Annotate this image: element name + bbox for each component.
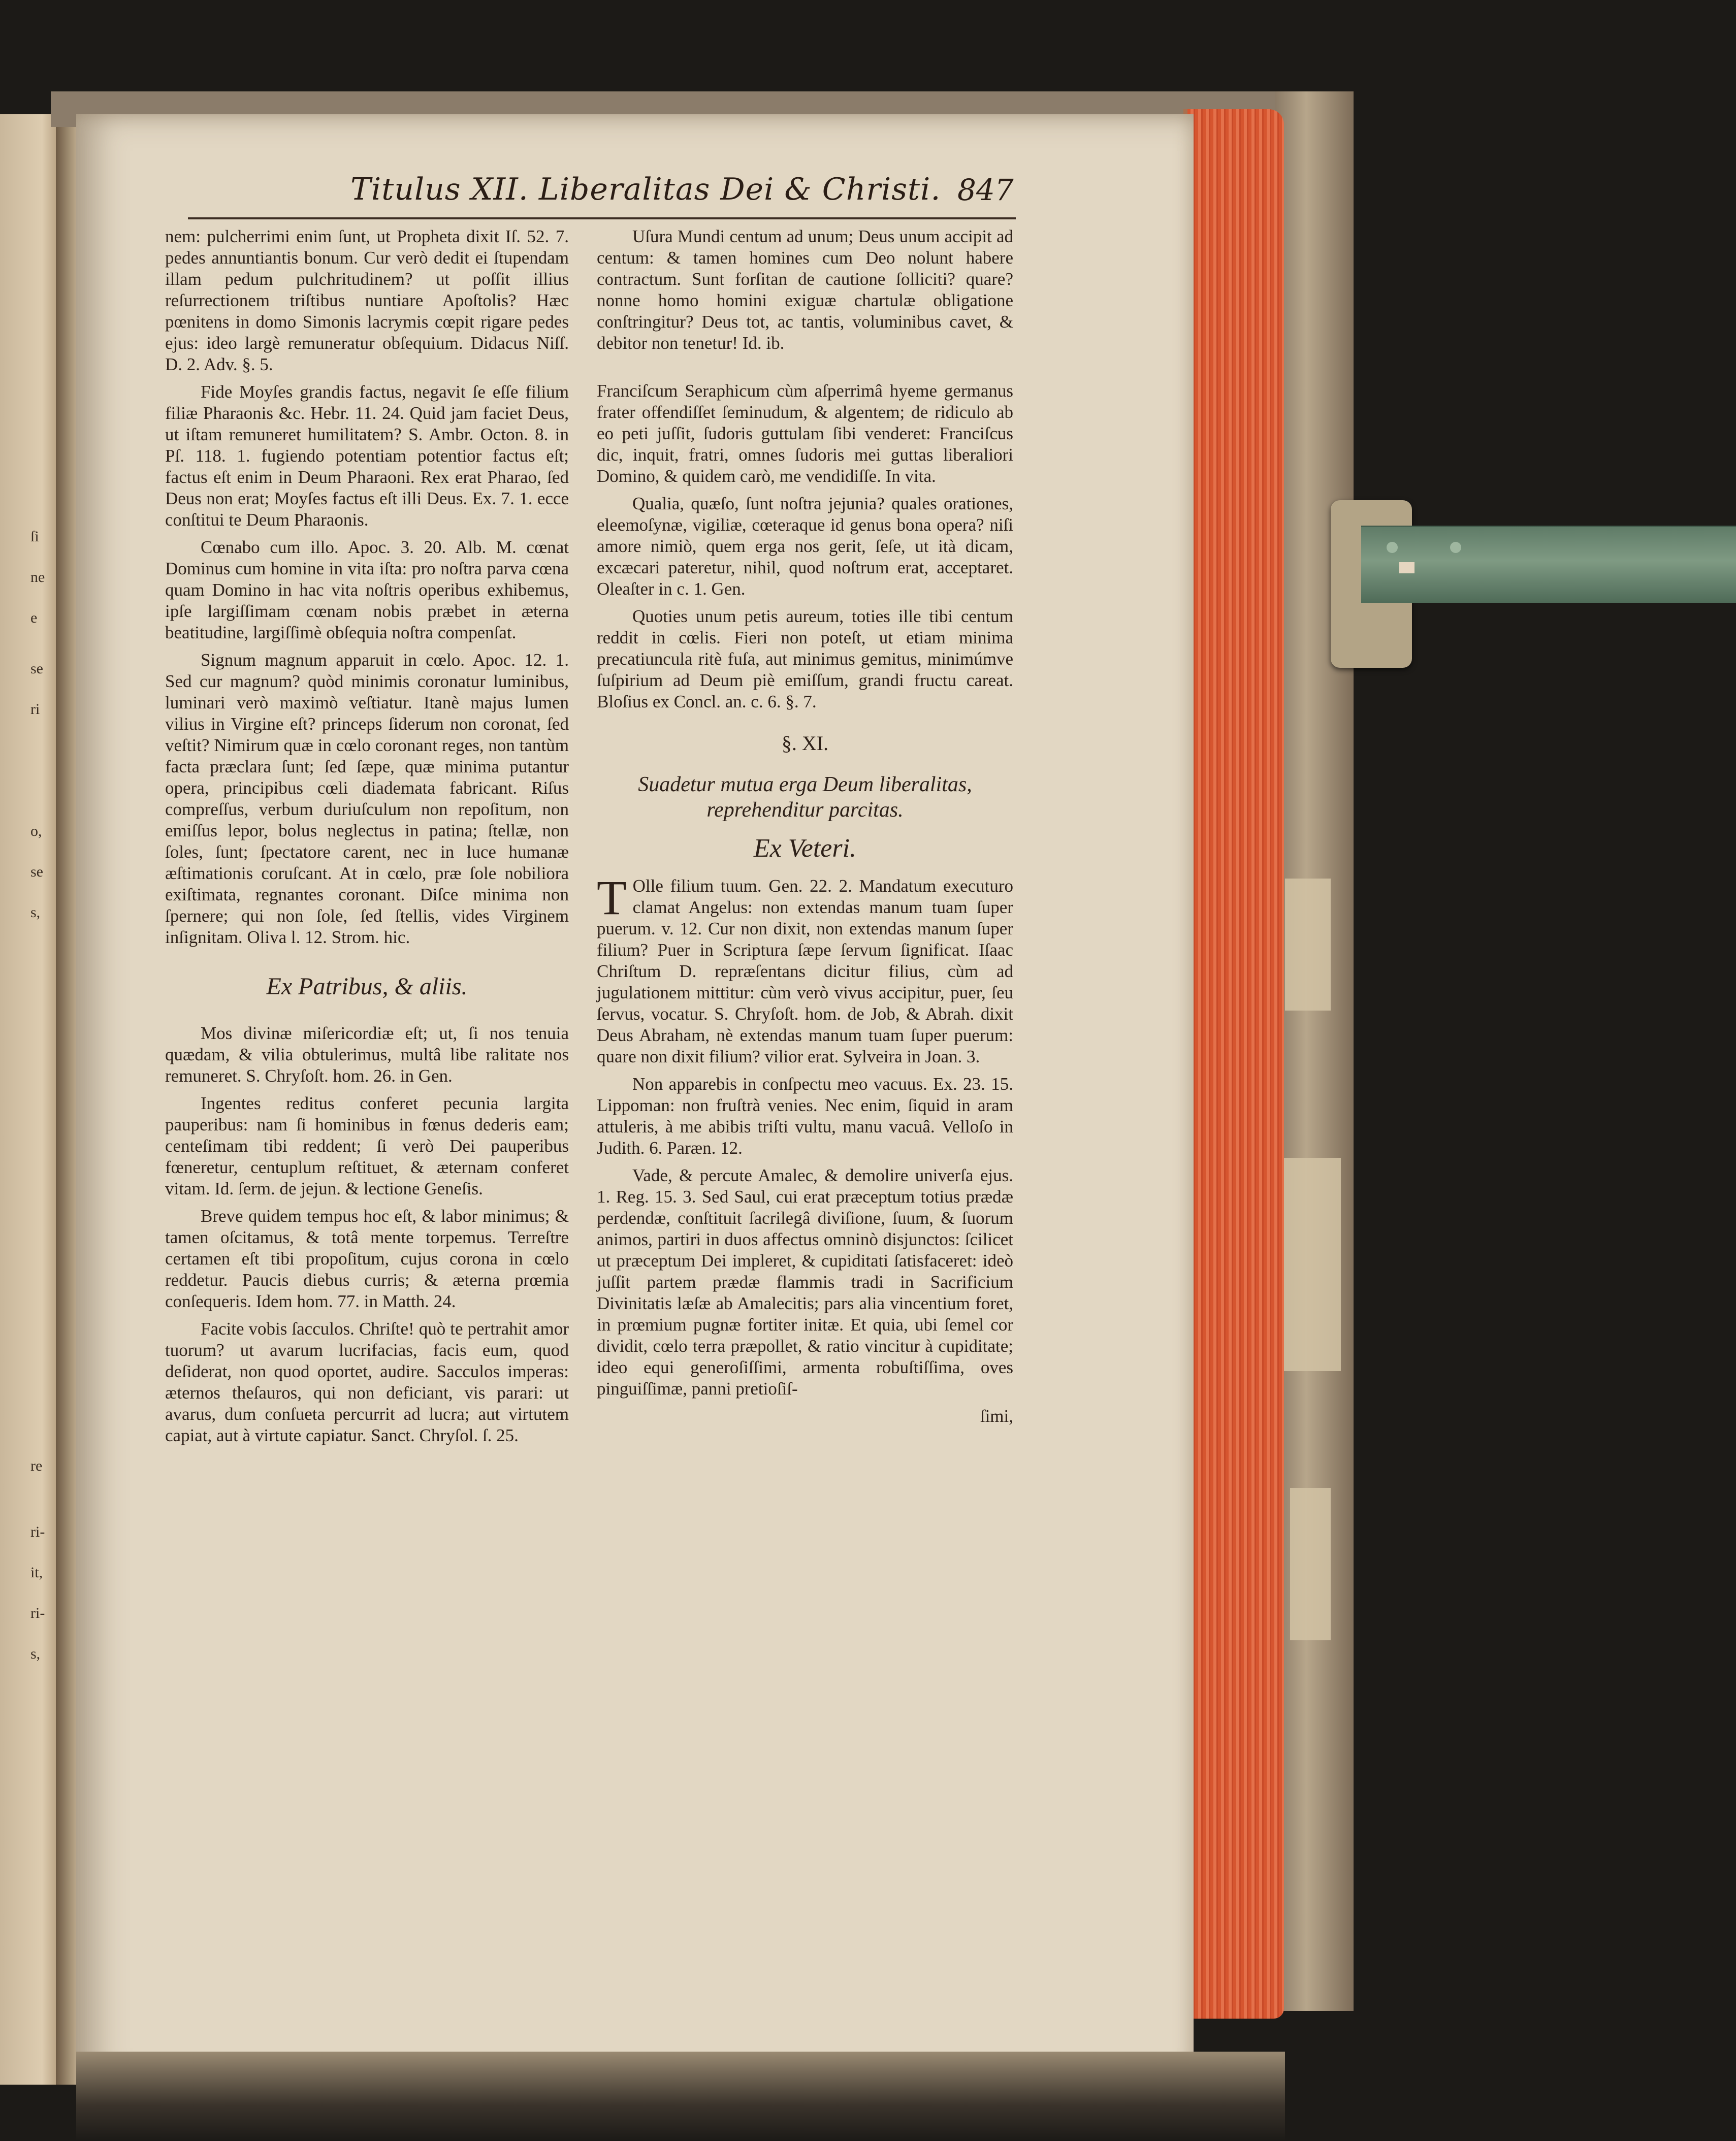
previous-page-fragment: ri- (30, 1523, 45, 1540)
section-title-line: Suadetur mutua erga Deum liberalitas, (638, 773, 972, 796)
paragraph: Ingentes reditus conferet pecunia largita pauperibus: nam ſi hominibus in fœnus dederis eam; centeſimam tibi reddent; ſi verò Dei pauperibus fœneretur, centuplum reſtituet, & æternam conferet vitam. Id. ſerm. de jejun. & lectione Geneſis. (165, 1093, 569, 1198)
left-column (165, 226, 569, 1452)
catchword: ſimi, (980, 1406, 1013, 1426)
previous-page-fragment: se (30, 660, 43, 677)
previous-page-fragment: e (30, 609, 38, 626)
paragraph: Non apparebis in conſpectu meo vacuus. Ex. 23. 15. Lippoman: non fruſtrà venies. Nec enim, ſiquid in aram attuleris, à me abibis triſti vultu, manu vacuâ. Velloſo in Judith. 6. Paræn. 12. (597, 1074, 1013, 1158)
right-column (597, 226, 1013, 1427)
previous-page-fragment: se (30, 863, 43, 880)
section-title-line: reprehenditur parcitas. (706, 798, 904, 822)
section-number: §. XI. (781, 732, 829, 755)
paragraph: Uſura Mundi centum ad unum; Deus unum accipit ad centum: & tamen homines cum Deo nolunt habere contractum. Sunt forſitan de cautione ſolliciti? quare? nonne homo homini exiguæ chartulæ obligatione conſtringitur? Deus tot, ac tantis, voluminibus cavet, & debitor non tenetur! Id. ib. (597, 226, 1013, 353)
previous-page-fragment: s, (30, 904, 41, 921)
paragraph: Breve quidem tempus hoc eſt, & labor minimus; & tamen oſcitamus, & totâ mente torpemus. Terreſtre certamen eſt tibi propoſitum, cujus corona in cœlo reddetur. Paucis diebus curris; & æterna prœmia conſequeris. Idem hom. 77. in Matth. 24. (165, 1206, 569, 1311)
paragraph: Facite vobis ſacculos. Chriſte! quò te pertrahit amor tuorum? ut avarum lucrifacias, facis eum, quod deſiderat, non quod oportet, audire. Sacculos imperas: æternos theſauros, qui non deficiant, vis parari: ut avarus, dum conſueta percurrit ad lucra; aut virtutem capiat, aut à virtute capiatur. Sanct. Chryſol. ſ. 25. (165, 1319, 569, 1445)
book-clasp-icon (1361, 526, 1736, 603)
paragraph: Franciſcum Seraphicum cùm aſperrimâ hyeme germanus frater offendiſſet ſeminudum, & algentem; de ridiculo ab eo peti juſſit, ſudoris guttulam ſibi venderet: Franciſcus dic, inquit, fratri, omnes ſudoris mei guttas liberaliori Domino, & quidem carò, me vendidiſſe. In vita. (597, 381, 1013, 486)
previous-page-fragment: ri- (30, 1605, 45, 1621)
section-heading: Ex Patribus, & aliis. (266, 973, 468, 1000)
previous-page-fragment: ne (30, 569, 45, 586)
paragraph: Signum magnum apparuit in cœlo. Apoc. 12. 1. Sed cur magnum? quòd minimis coronatur luminibus, luminari verò maximò veſtiatur. Itanè majus lumen vilius in Virgine eſt? princeps ſiderum non coronat, ſed veſtit? Nimirum quæ in cœlo coronant reges, non tantùm facta præclara ſunt; ſed ſæpe, quæ minima putantur opera, principibus cœli diademata fabricant. Riſus compreſſus, verbum duriuſculum non repoſitum, non emiſſus lepor, bolus neglectus in patina; ſtellæ, non ſoles, ſunt; ſpectatore carent, nec in luce humanæ æſtimationis coruſcant. At in cœlo, præ ſole nobiliora exiſtimata, regnantes coronant. Diſce minima non ſpernere; qui non ſole, ſed ſtellis, vides Virginem inſignitam. Oliva l. 12. Strom. hic. (165, 650, 569, 947)
previous-page-fragment: ſi (30, 528, 39, 545)
header-rule (188, 217, 1016, 219)
subsection-heading: Ex Veteri. (753, 834, 857, 863)
paragraph: Fide Moyſes grandis factus, negavit ſe eſſe filium filiæ Pharaonis &c. Hebr. 11. 24. Quid jam faciet Deus, ut iſtam remuneret humilitatem? S. Ambr. Octon. 8. in Pſ. 118. 1. fugiendo potentiam potentior factus eſt; factus eſt enim in Deum Pharaoni. Rex erat Pharao, ſed Deus non erat; Moyſes factus eſt illi Deus. Ex. 7. 1. ecce conſtitui te Deum Pharaonis. (165, 382, 569, 530)
page-number: 847 (957, 173, 1014, 207)
back-cover-board (1275, 91, 1354, 2011)
previous-page-fragment: o, (30, 823, 42, 839)
paragraph: Vade, & percute Amalec, & demolire univerſa ejus. 1. Reg. 15. 3. Sed Saul, cui erat præceptum totius prædæ perdendæ, conſtituit ſacrilegâ diviſione, ſuum, & ſuorum animos, partiri in duos affectus omninò disjunctos: ſcilicet ut præceptum Dei impleret, & cupiditati ſatisfaceret: ideò juſſit partem prædæ flammis tradi in Sacrificium Divinitatis læſæ ab Amalecitis; pars alia vincentium foret, in prœmium pugnæ fortiter initæ. Et quia, ubi ſemel cor dividit, cœlo terra præpollet, & ratio vincitur à cupiditate; ideo equi generoſiſſimi, armenta robuſtiſſima, oves pinguiſſimæ, panni pretioſiſ- (597, 1165, 1013, 1399)
paragraph: Cœnabo cum illo. Apoc. 3. 20. Alb. M. cœnat Dominus cum homine in vita iſta: pro noſtra parva cœna quam Domino in hac vita noſtris operibus exhibemus, ipſe largiſſimam cœnam nobis præbet in æterna beatitudine, largiſſimè obſequia noſtra compenſat. (165, 537, 569, 642)
paragraph: nem: pulcherrimi enim ſunt, ut Propheta dixit Iſ. 52. 7. pedes annuntiantis bonum. Cur verò dedit ei ſtupendam illam pedum pulchritudinem? ut poſſit illius reſurrectionem triſtibus nuntiare Apoſtolis? Hæc pœnitens in domo Simonis lacrymis cœpit rigare pedes ejus: ideo largè remuneratur obſequium. Didacus Niſſ. D. 2. Adv. §. 5. (165, 226, 569, 374)
running-head: Titulus XII. Liberalitas Dei & Christi. (350, 172, 941, 207)
paragraph-with-dropcap (597, 870, 1013, 1067)
previous-page-fragment: it, (30, 1564, 43, 1581)
previous-page-edge (0, 114, 61, 2085)
dropcap: T (597, 870, 627, 925)
paragraph: Quoties unum petis aureum, toties ille tibi centum reddit in cœlis. Fieri non poteſt, ut etiam minima precatiuncula ritè fuſa, aut minimus gemitus, minimúmve ſuſpirium ad Deum piè emiſſum, grandi fructu careat. Bloſius ex Concl. an. c. 6. §. 7. (597, 606, 1013, 711)
paragraph: Mos divinæ miſericordiæ eſt; ut, ſi nos tenuia quædam, & vilia obtulerimus, multâ libe ralitate nos remuneret. S. Chryſoſt. hom. 26. in Gen. (165, 1023, 569, 1086)
section-title (597, 772, 1013, 823)
book-bottom-shadow (76, 2052, 1285, 2141)
previous-page-fragment: re (30, 1457, 43, 1474)
paragraph: Qualia, quæſo, ſunt noſtra jejunia? quales orationes, eleemoſynæ, vigiliæ, cœteraque id genus bona opera? niſi amore nimiò, quem erga nos gerit, ſeſe, ut ità dicam, excæcari pateretur, nihil, quod noſtrum erat, acceptaret. Oleaſter in c. 1. Gen. (597, 494, 1013, 599)
previous-page-fragment: s, (30, 1645, 41, 1662)
previous-page-fragment: ri (30, 701, 40, 718)
red-fore-edge (1183, 109, 1284, 2019)
paragraph-text: Olle filium tuum. Gen. 22. 2. Mandatum executuro clamat Angelus: non extendas manum tuam ſuper puerum. v. 12. Cur non dixit, non extendas manum ſuper filium? Puer in Scriptura ſæpe ſervum ſignificat. Iſaac Chriſtum D. repræſentans dicitur filius, cùm ad jugulationem mittitur: cùm verò vivus accipitur, puer, ſeu ſervus, vocatur. S. Chryſoſt. hom. de Job, & Abrah. dixit Deus Abraham, nè extendas manum tuam ſuper puerum: quare non dixit filium? vilior erat. Sylveira in Joan. 3. (597, 876, 1013, 1066)
